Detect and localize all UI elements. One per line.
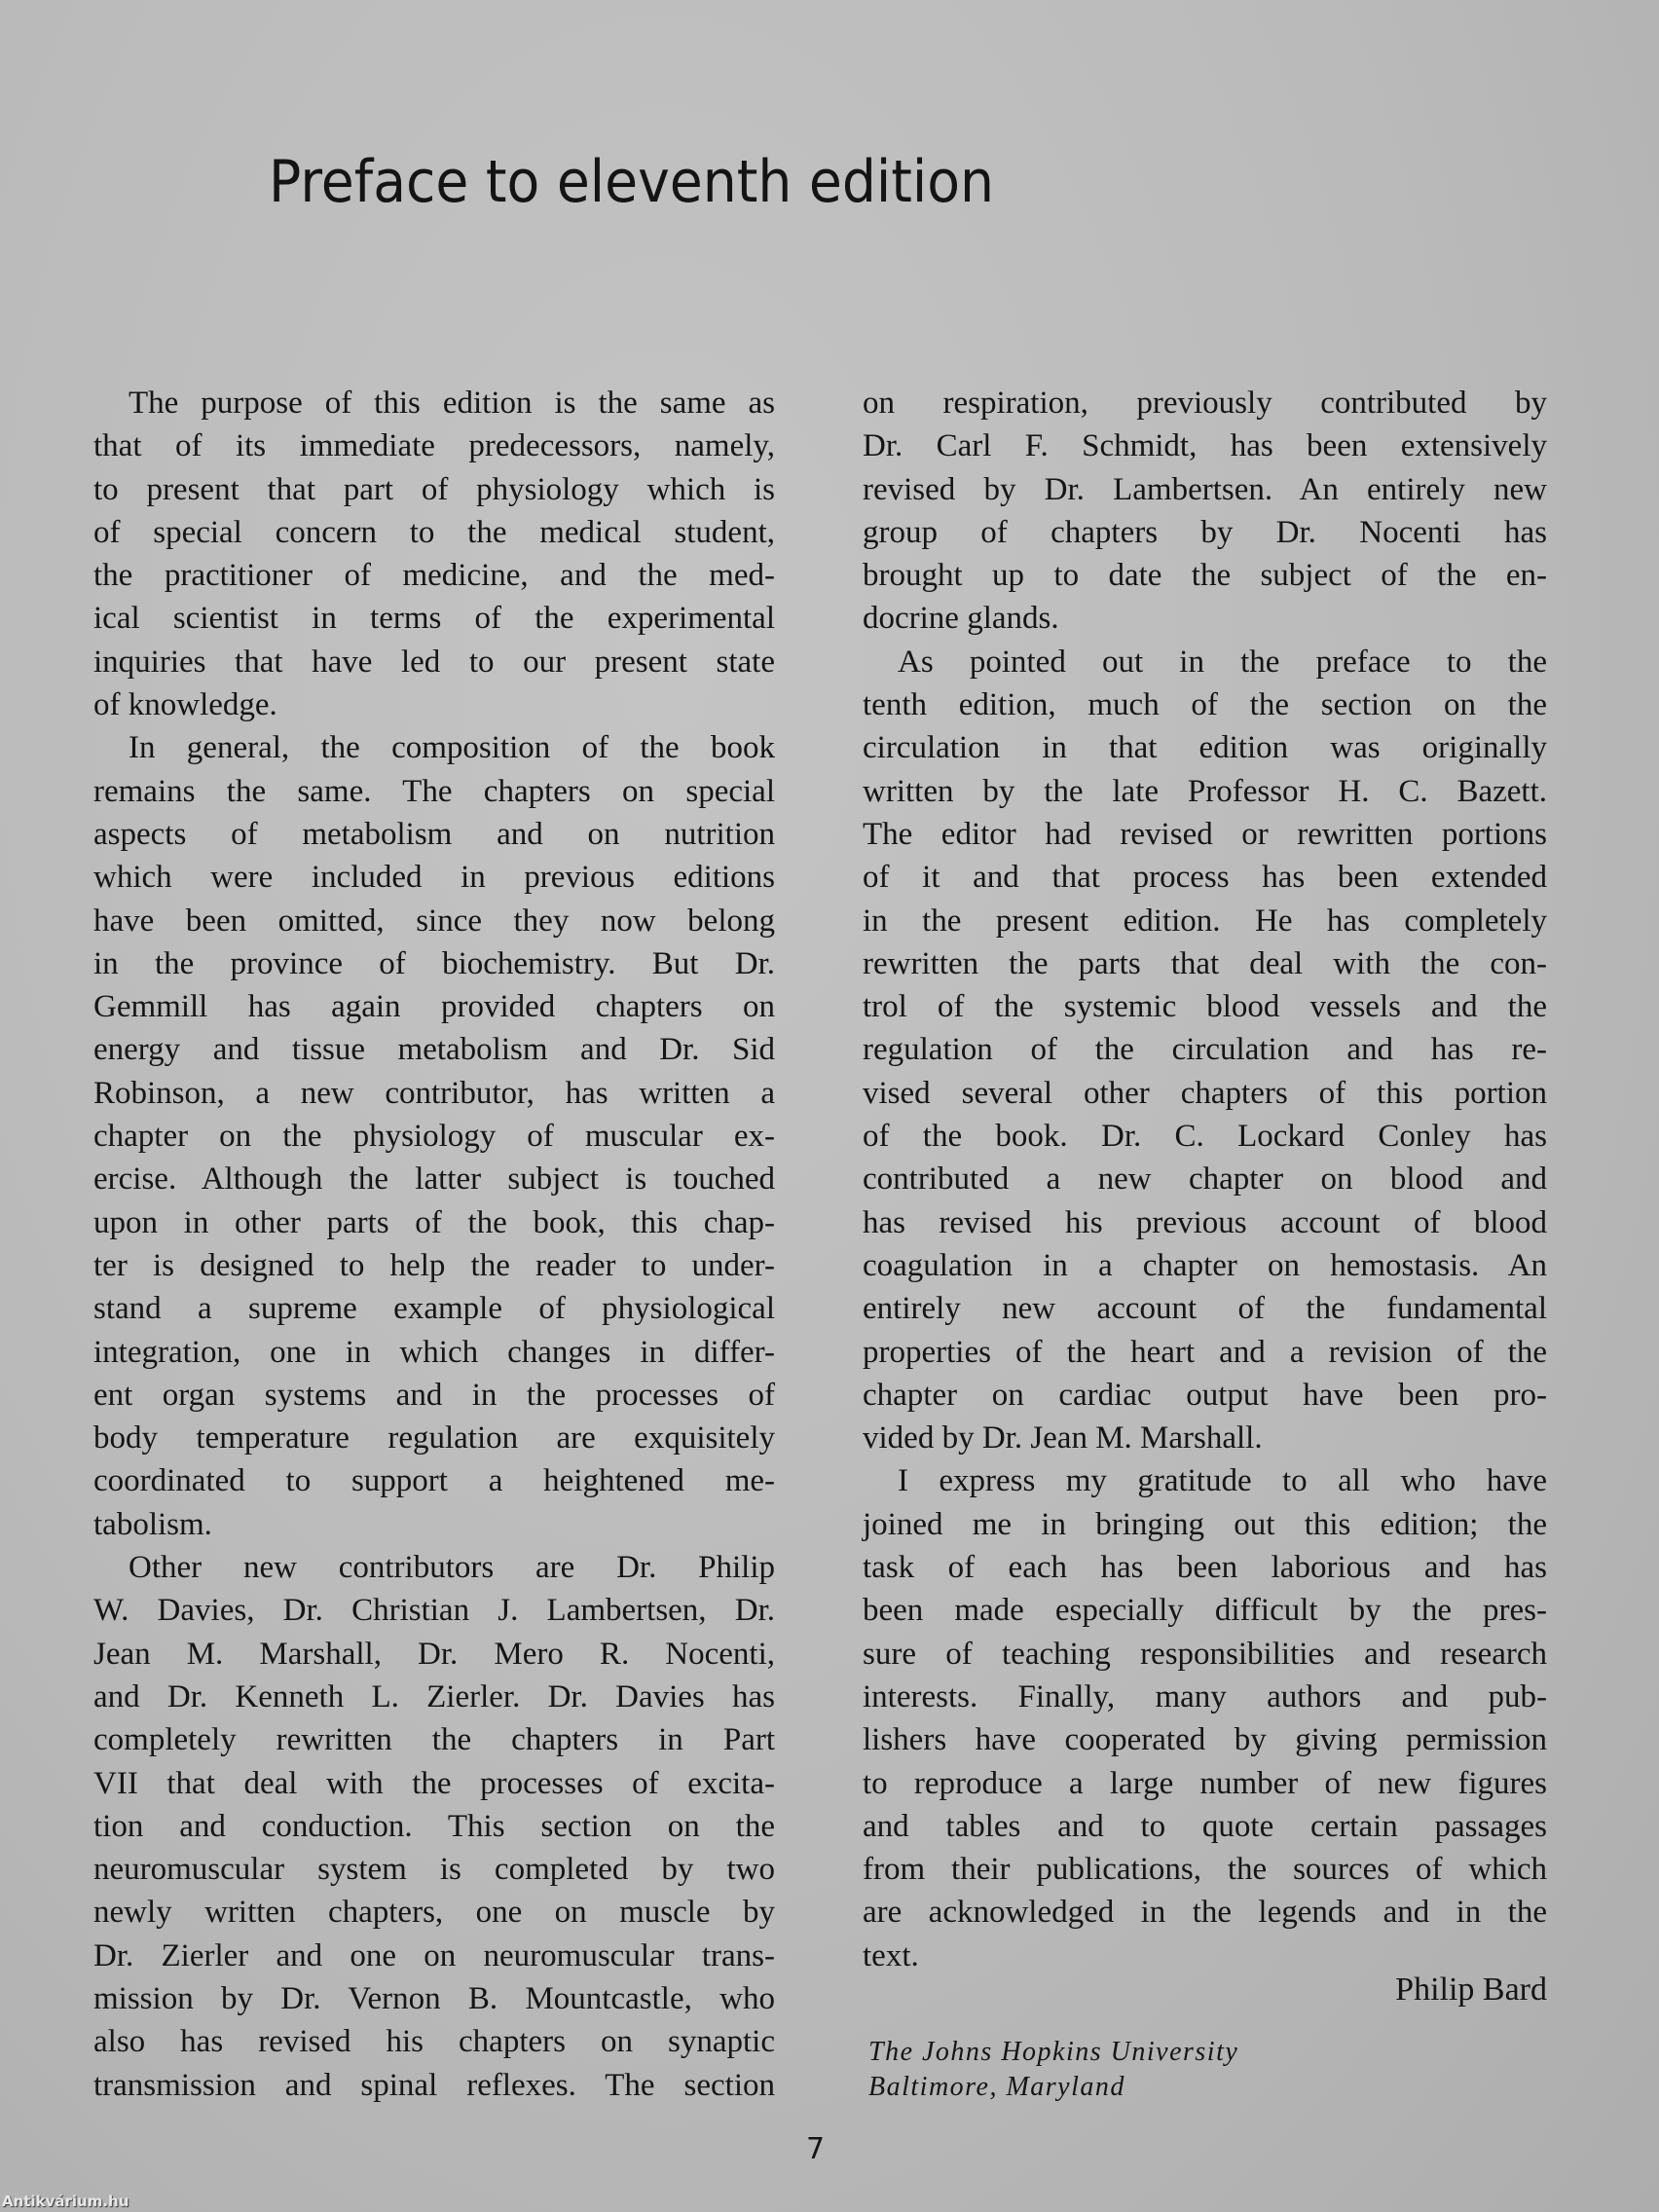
text-line: Dr. Zierler and one on neuromuscular trans- [93,1937,775,1973]
text-line: has revised his previous account of blood [863,1204,1547,1240]
text-line: I express my gratitude to all who have [898,1463,1547,1499]
text-line: of it and that process has been extended [863,860,1547,896]
affiliation-location: Baltimore, Maryland [868,2072,1125,2102]
text-line: from their publications, the sources of which [863,1852,1547,1888]
text-line: entirely new account of the fundamental [863,1291,1547,1327]
text-line: to reproduce a large number of new figures [863,1765,1547,1801]
text-line: transmission and spinal reflexes. The section [93,2067,775,2103]
text-line: newly written chapters, one on muscle by [93,1895,775,1931]
text-line: that of its immediate predecessors, namely, [93,428,775,464]
text-line: vided by Dr. Jean M. Marshall. [863,1420,1263,1456]
text-line: The purpose of this edition is the same as [129,386,775,421]
text-line: contributed a new chapter on blood and [863,1161,1547,1198]
text-line: tabolism. [93,1506,212,1542]
text-line: coordinated to support a heightened me- [93,1463,775,1499]
affiliation-institution: The Johns Hopkins University [868,2037,1239,2067]
text-line: of the book. Dr. C. Lockard Conley has [863,1119,1547,1155]
text-line: mission by Dr. Vernon B. Mountcastle, who [93,1980,775,2016]
text-line: Other new contributors are Dr. Philip [129,1550,775,1586]
text-line: chapter on cardiac output have been pro- [863,1377,1547,1413]
text-line: been made especially difficult by the pres- [863,1593,1547,1629]
text-line: of knowledge. [93,687,277,723]
text-line: revised by Dr. Lambertsen. An entirely new [863,471,1547,507]
text-line: ent organ systems and in the processes of [93,1377,775,1413]
text-line: aspects of metabolism and on nutrition [93,816,775,852]
text-line: are acknowledged in the legends and in the [863,1895,1547,1931]
text-line: written by the late Professor H. C. Bazett. [863,773,1547,809]
text-line: trol of the systemic blood vessels and the [863,989,1547,1025]
text-line: chapter on the physiology of muscular ex- [93,1119,775,1155]
text-line: the practitioner of medicine, and the med- [93,558,775,594]
signature-name: Philip Bard [1395,1972,1547,2008]
page-title: Preface to eleventh edition [269,148,994,216]
left-column [93,382,775,2107]
text-line: As pointed out in the preface to the [898,644,1547,680]
text-line: tenth edition, much of the section on the [863,687,1547,723]
text-line: integration, one in which changes in differ- [93,1334,775,1370]
text-line: circulation in that edition was originally [863,730,1547,766]
text-line: The editor had revised or rewritten portions [863,816,1547,852]
text-line: coagulation in a chapter on hemostasis. An [863,1247,1547,1283]
text-line: energy and tissue metabolism and Dr. Sid [93,1032,775,1068]
text-line: in the province of biochemistry. But Dr. [93,945,775,981]
text-line: Robinson, a new contributor, has written a [93,1075,775,1111]
text-line: stand a supreme example of physiological [93,1291,775,1327]
text-line: of special concern to the medical student, [93,514,775,550]
text-line: completely rewritten the chapters in Part [93,1722,775,1758]
text-line: upon in other parts of the book, this chap- [93,1204,775,1240]
text-line: have been omitted, since they now belong [93,903,775,939]
text-line: and tables and to quote certain passages [863,1808,1547,1844]
text-line: W. Davies, Dr. Christian J. Lambertsen, Dr. [93,1593,775,1629]
text-line: in the present edition. He has completely [863,903,1547,939]
right-column [863,382,1547,1977]
text-line: lishers have cooperated by giving permission [863,1722,1547,1758]
text-line: regulation of the circulation and has re- [863,1032,1547,1068]
text-line: brought up to date the subject of the en- [863,558,1547,594]
text-line: remains the same. The chapters on special [93,773,775,809]
text-line: joined me in bringing out this edition; the [863,1506,1547,1542]
text-line: on respiration, previously contributed by [863,386,1547,421]
text-line: and Dr. Kenneth L. Zierler. Dr. Davies has [93,1678,775,1714]
text-line: tion and conduction. This section on the [93,1808,775,1844]
text-line: also has revised his chapters on synaptic [93,2024,775,2060]
text-line: Gemmill has again provided chapters on [93,989,775,1025]
text-line: which were included in previous editions [93,860,775,896]
text-line: task of each has been laborious and has [863,1550,1547,1586]
text-line: properties of the heart and a revision of the [863,1334,1547,1370]
text-line: interests. Finally, many authors and pub- [863,1678,1547,1714]
text-line: docrine glands. [863,601,1059,637]
text-line: group of chapters by Dr. Nocenti has [863,514,1547,550]
text-line: vised several other chapters of this portion [863,1075,1547,1111]
text-line: sure of teaching responsibilities and research [863,1636,1547,1672]
text-line: Jean M. Marshall, Dr. Mero R. Nocenti, [93,1636,775,1672]
text-line: VII that deal with the processes of excita- [93,1765,775,1801]
text-line: neuromuscular system is completed by two [93,1852,775,1888]
text-line: In general, the composition of the book [129,730,775,766]
text-line: inquiries that have led to our present state [93,644,775,680]
page-number: 7 [806,2132,826,2166]
text-line: rewritten the parts that deal with the con- [863,945,1547,981]
text-line: Dr. Carl F. Schmidt, has been extensively [863,428,1547,464]
text-line: to present that part of physiology which is [93,471,775,507]
watermark: Antikvárium.hu [2,2193,129,2210]
text-line: text. [863,1937,919,1973]
text-line: ical scientist in terms of the experimental [93,601,775,637]
text-line: ercise. Although the latter subject is touched [93,1161,775,1198]
signature-affiliation [868,2035,1238,2105]
text-line: ter is designed to help the reader to under- [93,1247,775,1283]
text-line: body temperature regulation are exquisitely [93,1420,775,1456]
